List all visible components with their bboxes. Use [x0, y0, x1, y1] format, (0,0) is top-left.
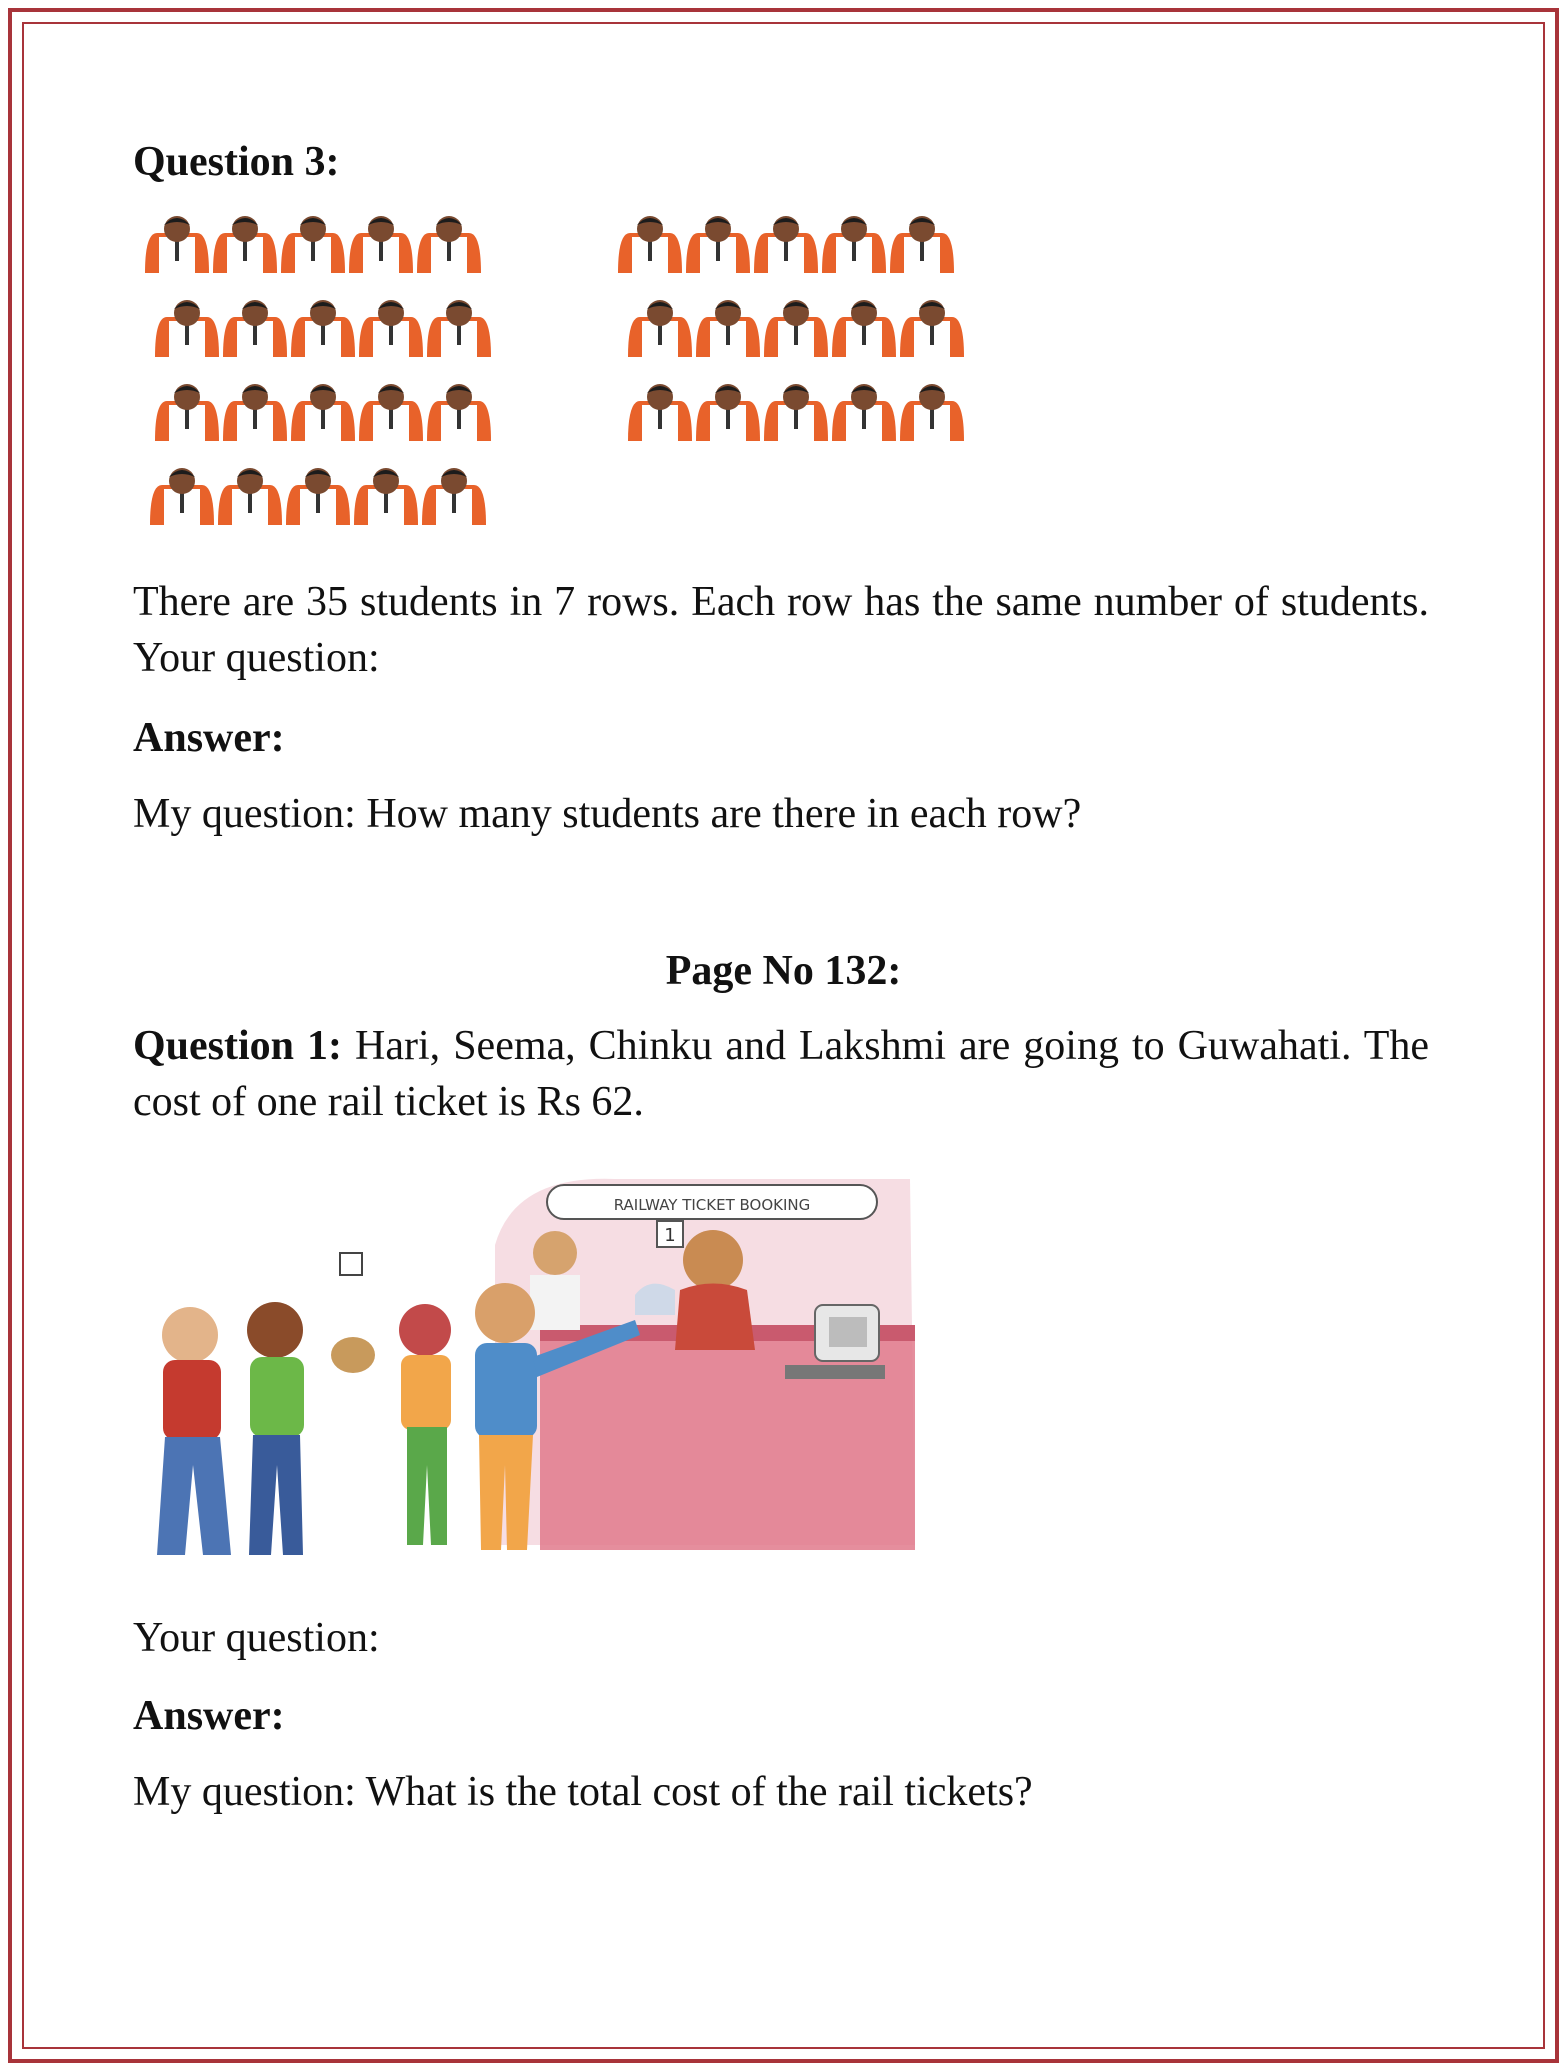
- question-1-label: Question 1:: [133, 1023, 343, 1069]
- counter-sign-text: RAILWAY TICKET BOOKING: [613, 1196, 811, 1214]
- question-3-heading: Question 3:: [133, 139, 340, 185]
- question-1-answer: My question: What is the total cost of the rail tickets?: [133, 1769, 1033, 1815]
- counter-window-number: 1: [664, 1225, 676, 1246]
- question-1-text: Hari, Seema, Chinku and Lakshmi are going to Guwahati. The cost of one rail ticket is Rs 62.: [133, 1023, 1429, 1125]
- question-3-problem: There are 35 students in 7 rows. Each row has the same number of students. Your question:: [133, 579, 1429, 681]
- students-rows-illustration: [140, 205, 1000, 545]
- question-3-answer-label: Answer:: [133, 715, 285, 761]
- question-1-problem: [133, 1018, 1429, 1130]
- question-1-answer-label: Answer:: [133, 1693, 285, 1739]
- ticket-counter-illustration: [135, 1165, 915, 1580]
- page-number-heading: Page No 132:: [665, 948, 902, 994]
- question-3-answer: My question: How many students are there in each row?: [133, 791, 1082, 837]
- question-1-prompt: Your question:: [133, 1615, 380, 1661]
